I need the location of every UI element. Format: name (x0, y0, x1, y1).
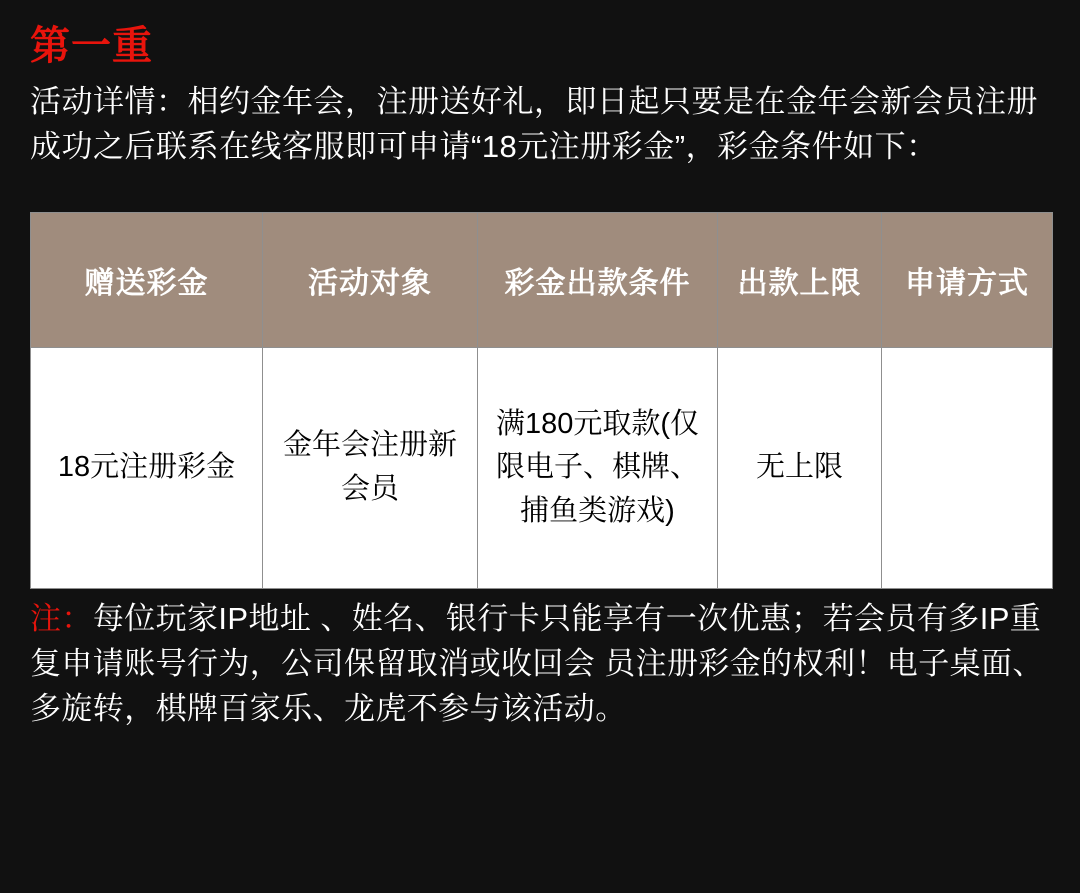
table-header (31, 212, 1053, 347)
page-title: 第一重 (30, 24, 153, 68)
table-body (31, 347, 1053, 588)
table-header-cell-target: 活动对象 (263, 212, 478, 347)
cell-withdraw-limit: 无上限 (718, 347, 882, 588)
promotion-table (30, 212, 1053, 589)
table-header-cell-condition: 彩金出款条件 (478, 212, 718, 347)
table-row (31, 347, 1053, 588)
note-label: 注： (30, 600, 93, 636)
cell-apply-method (882, 347, 1053, 588)
promotion-note (30, 597, 1050, 732)
cell-target: 金年会注册新会员 (263, 347, 478, 588)
cell-bonus: 18元注册彩金 (31, 347, 263, 588)
promotion-table-wrap (30, 212, 1050, 589)
note-text: 每位玩家IP地址 、姓名、银行卡只能享有一次优惠；若会员有多IP重复申请账号行为，公司保留取消或收回会 员注册彩金的权利！电子桌面、多旋转，棋牌百家乐、龙虎不参与该活动。 (30, 600, 1044, 726)
table-header-cell-limit: 出款上限 (718, 212, 882, 347)
promotion-intro: 活动详情：相约金年会，注册送好礼，即日起只要是在金年会新会员注册成功之后联系在线客服即可申请“18元注册彩金”，彩金条件如下： (30, 84, 1038, 164)
table-header-cell-bonus: 赠送彩金 (31, 212, 263, 347)
table-header-row (31, 212, 1053, 347)
cell-withdraw-condition: 满180元取款(仅限电子、棋牌、捕鱼类游戏) (478, 347, 718, 588)
table-header-cell-apply: 申请方式 (882, 212, 1053, 347)
